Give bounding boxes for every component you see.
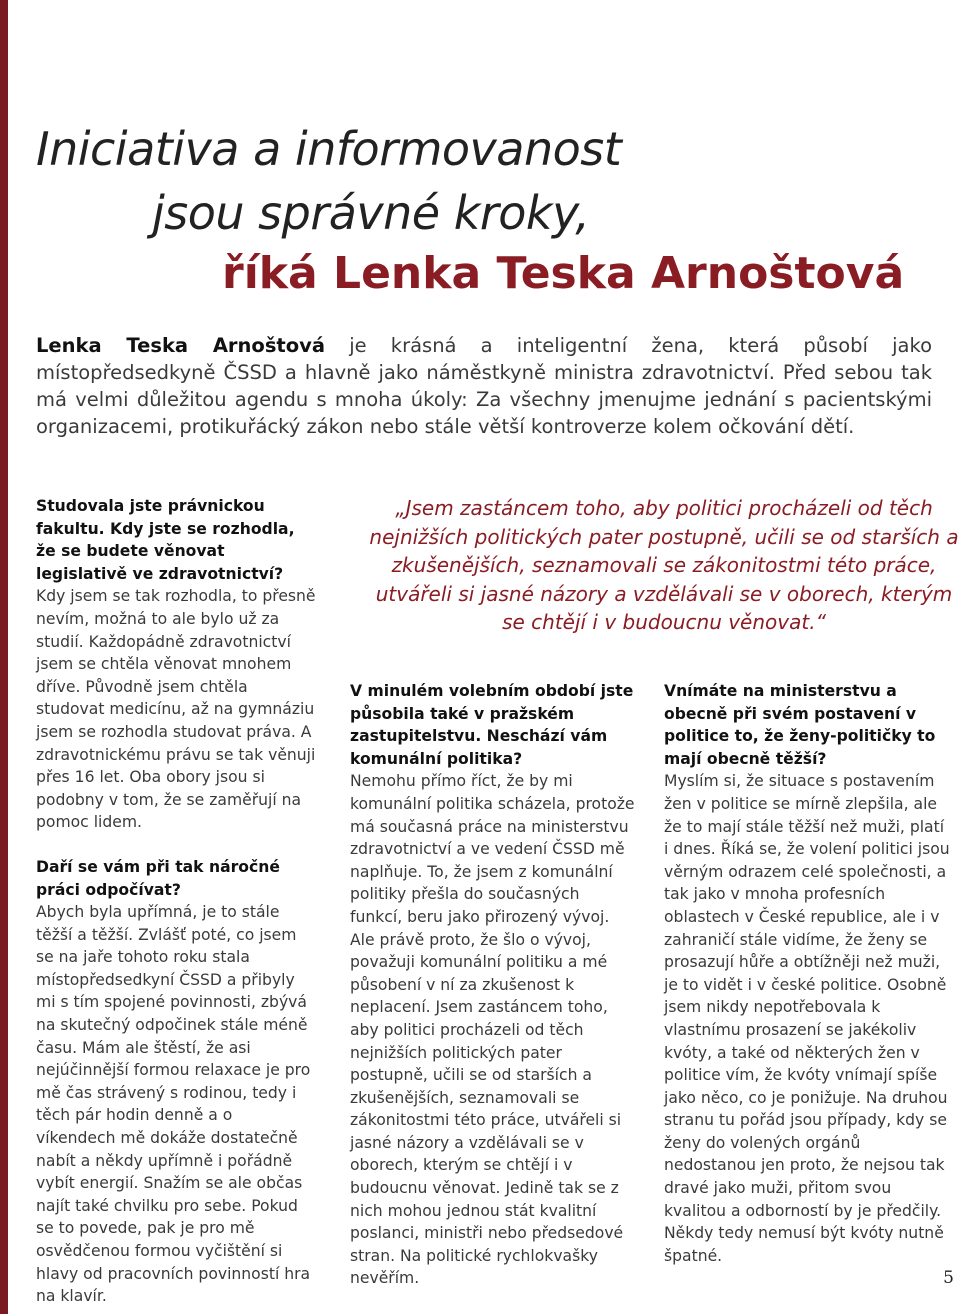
pull-quote: „Jsem zastáncem toho, aby politici procházeli od těch nejnižších politických pater postupně, učili se od starších a zkušenějších, seznamovali se zákonitostmi této práce, utvářeli si jasné názory a vzdělávali se v oborech, kterým se chtějí i v budoucnu věnovat.“ — [369, 496, 959, 634]
intro-name: Lenka Teska Arnoštová — [36, 334, 326, 357]
page-number: 5 — [943, 1268, 954, 1288]
question-2: Daří se vám při tak náročné práci odpočívat? — [36, 857, 280, 899]
title-line-1: Iniciativa a informovanost — [36, 122, 622, 176]
title-line-2: jsou správné kroky, — [152, 186, 590, 240]
intro-text: je krásná a inteligentní žena, která působí jako místopředsedkyně ČSSD a hlavně jako náměstkyně ministra zdravotnictví. Před sebou tak má velmi důležitou agendu s mnoha úkoly: Za všechny jmenujme jednání s pacientskými organizacemi, protikuřácký zákon nebo stále větší kontroverze kolem očkování dětí. — [36, 334, 933, 438]
answer-3: Nemohu přímo říct, že by mi komunální politika scházela, protože má současná práce na ministerstvu zdravotnictví a ve vedení ČSSD mě naplňuje. To, že jsem z komunální politiky přešla do současných funkcí, beru jako přirozený vývoj. Ale právě proto, že šlo o vývoj, považuji komunální politiku a mé působení v ní za zkušenost k neplacení. Jsem zastáncem toho, aby politici procházeli od těch nejnižších politických pater postupně, učili se od starších a zkušenějších, seznamovali se zákonitostmi této práce, utvářeli si jasné názory a vzdělávali se v oborech, kterým se chtějí i v budoucnu věnovat. Jedině tak se z nich mohou jednou stát kvalitní poslanci, ministři nebo předsedové stran. Na politické rychlokvašky nevěřím. — [350, 772, 635, 1288]
column-1 — [36, 495, 316, 1308]
question-4: Vnímáte na ministerstvu a obecně při svém postavení v politice to, že ženy-političky to mají obecně těžší? — [664, 682, 936, 768]
left-accent-bar — [0, 0, 8, 1314]
answer-2: Abych byla upřímná, je to stále těžší a těžší. Zvlášť poté, co jsem se na jaře tohoto roku stala místopředsedkyní ČSSD a přibyly mi s tím spojené povinnosti, zbývá na skutečný odpočinek stále méně času. Mám ale štěstí, že asi nejúčinnější formou relaxace je pro mě čas strávený s rodinou, tedy i těch pár hodin denně a o víkendech mě dokáže dostatečně nabít a někdy upřímně i pořádně vybít energií. Snažím se ale občas najít také chvilku pro sebe. Pokud se to povede, pak je pro mě osvědčenou formou vyčištění si hlavy od pracovních povinností hra na klavír. — [36, 903, 311, 1306]
column-2 — [350, 680, 636, 1290]
intro-paragraph — [36, 332, 932, 440]
question-1: Studovala jste právnickou fakultu. Kdy jste se rozhodla, že se budete věnovat legislativě ve zdravotnictví? — [36, 497, 295, 583]
title-line-3: říká Lenka Teska Arnoštová — [222, 248, 905, 299]
answer-1: Kdy jsem se tak rozhodla, to přesně nevím, možná to ale bylo už za studií. Každopádně zdravotnictví jsem se chtěla věnovat mnohem dříve. Původně jsem chtěla studovat medicínu, až na gymnáziu jsem se rozhodla studovat práva. A zdravotnickému právu se tak věnuji přes 16 let. Oba obory jsou si podobny v tom, že se zaměřují na pomoc lidem. — [36, 587, 316, 832]
column-3 — [664, 680, 950, 1267]
question-3: V minulém volebním období jste působila také v pražském zastupitelstvu. Neschází vám komunální politika? — [350, 682, 634, 768]
answer-4: Myslím si, že situace s postavením žen v politice se mírně zlepšila, ale že to mají stále těžší než muži, platí i dnes. Říká se, že volení politici jsou věrným odrazem celé společnosti, a tak jako v mnoha profesních oblastech v České republice, ale i v zahraničí stále vidíme, že ženy se prosazují hůře a obtížněji než muži, je to vidět i v české politice. Osobně jsem nikdy nepotřebovala k vlastnímu prosazení se jakékoliv kvóty, a také od některých žen v politice vím, že kvóty vnímají spíše jako něco, co je ponižuje. Na druhou stranu tu pořád jsou případy, kdy se ženy do volených orgánů nedostanou jen proto, že nejsou tak dravé jako muži, přitom svou kvalitou a odborností by je předčily. Někdy tedy nemusí být kvóty nutně špatné. — [664, 772, 950, 1265]
